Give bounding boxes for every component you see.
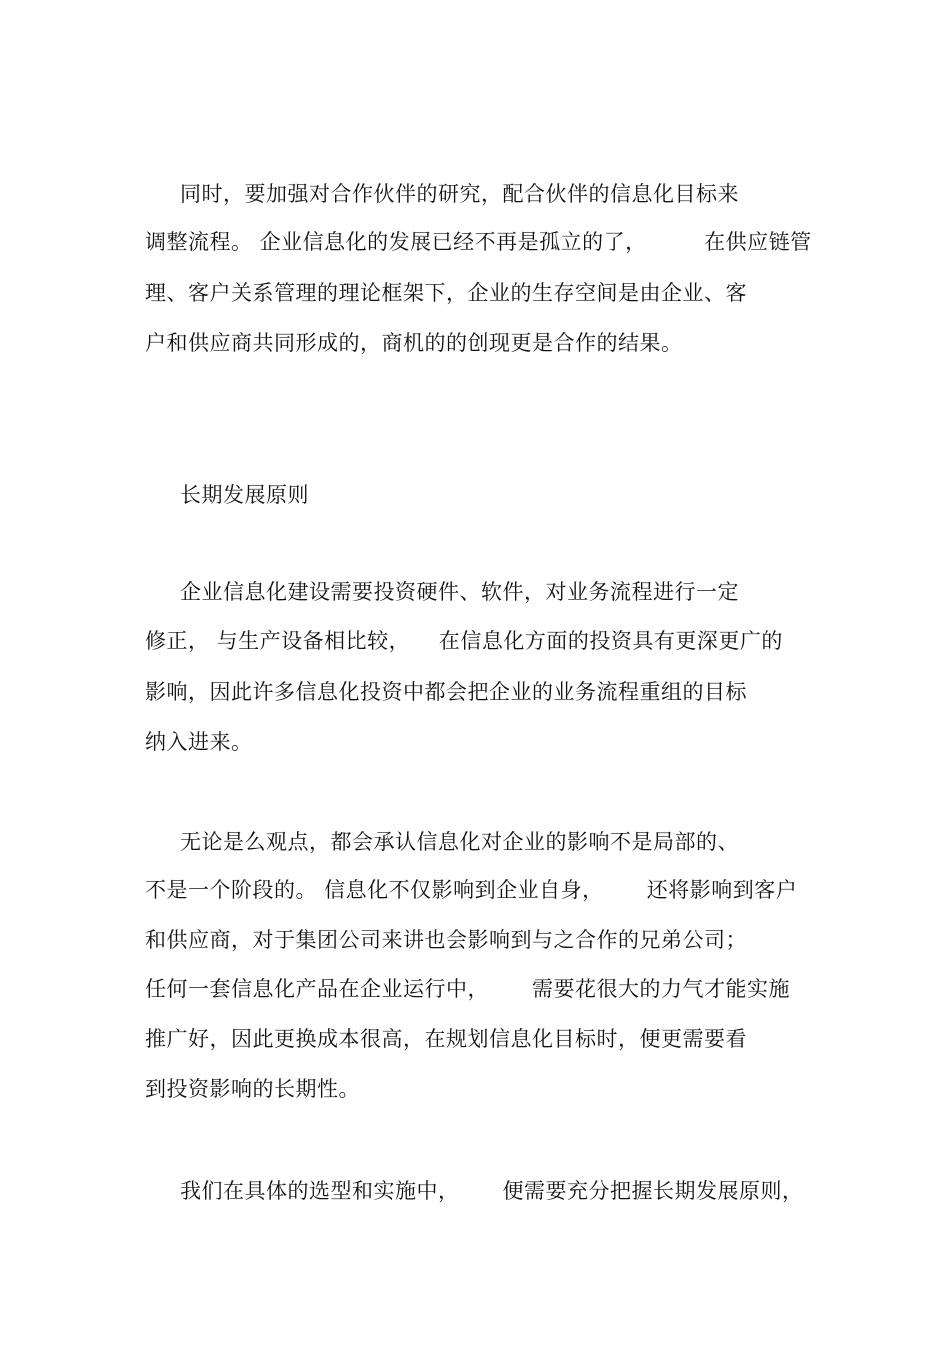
- paragraph-4-line-1: 我们在具体的选型和实施中， 便需要充分把握长期发展原则，: [180, 1179, 804, 1203]
- paragraph-3-line-1: 无论是么观点，都会承认信息化对企业的影响不是局部的、: [180, 830, 739, 854]
- paragraph-2-line-1: 企业信息化建设需要投资硬件、软件，对业务流程进行一定: [180, 580, 739, 604]
- paragraph-3-line-3: 和供应商，对于集团公司来讲也会影响到与之合作的兄弟公司；: [145, 928, 747, 952]
- paragraph-3-line-6: 到投资影响的长期性。: [145, 1077, 360, 1101]
- paragraph-3-line-2: 不是一个阶段的。 信息化不仅影响到企业自身， 还将影响到客户: [145, 878, 798, 902]
- paragraph-1-line-3: 理、客户关系管理的理论框架下，企业的生存空间是由企业、客: [145, 281, 747, 305]
- paragraph-1-line-4: 户和供应商共同形成的，商机的的创现更是合作的结果。: [145, 331, 683, 355]
- paragraph-3-line-5: 推广好，因此更换成本很高，在规划信息化目标时，便更需要看: [145, 1027, 747, 1051]
- paragraph-3-line-4: 任何一套信息化产品在企业运行中， 需要花很大的力气才能实施: [145, 977, 791, 1001]
- paragraph-2-line-3: 影响，因此许多信息化投资中都会把企业的业务流程重组的目标: [145, 680, 747, 704]
- section-heading: 长期发展原则: [180, 483, 309, 507]
- paragraph-2-line-2: 修正， 与生产设备相比较， 在信息化方面的投资具有更深更广的: [145, 629, 783, 653]
- paragraph-1-line-2: 调整流程。 企业信息化的发展已经不再是孤立的了， 在供应链管: [145, 230, 812, 254]
- paragraph-2-line-4: 纳入进来。: [145, 730, 253, 754]
- paragraph-1-line-1: 同时，要加强对合作伙伴的研究，配合伙伴的信息化目标来: [180, 182, 739, 206]
